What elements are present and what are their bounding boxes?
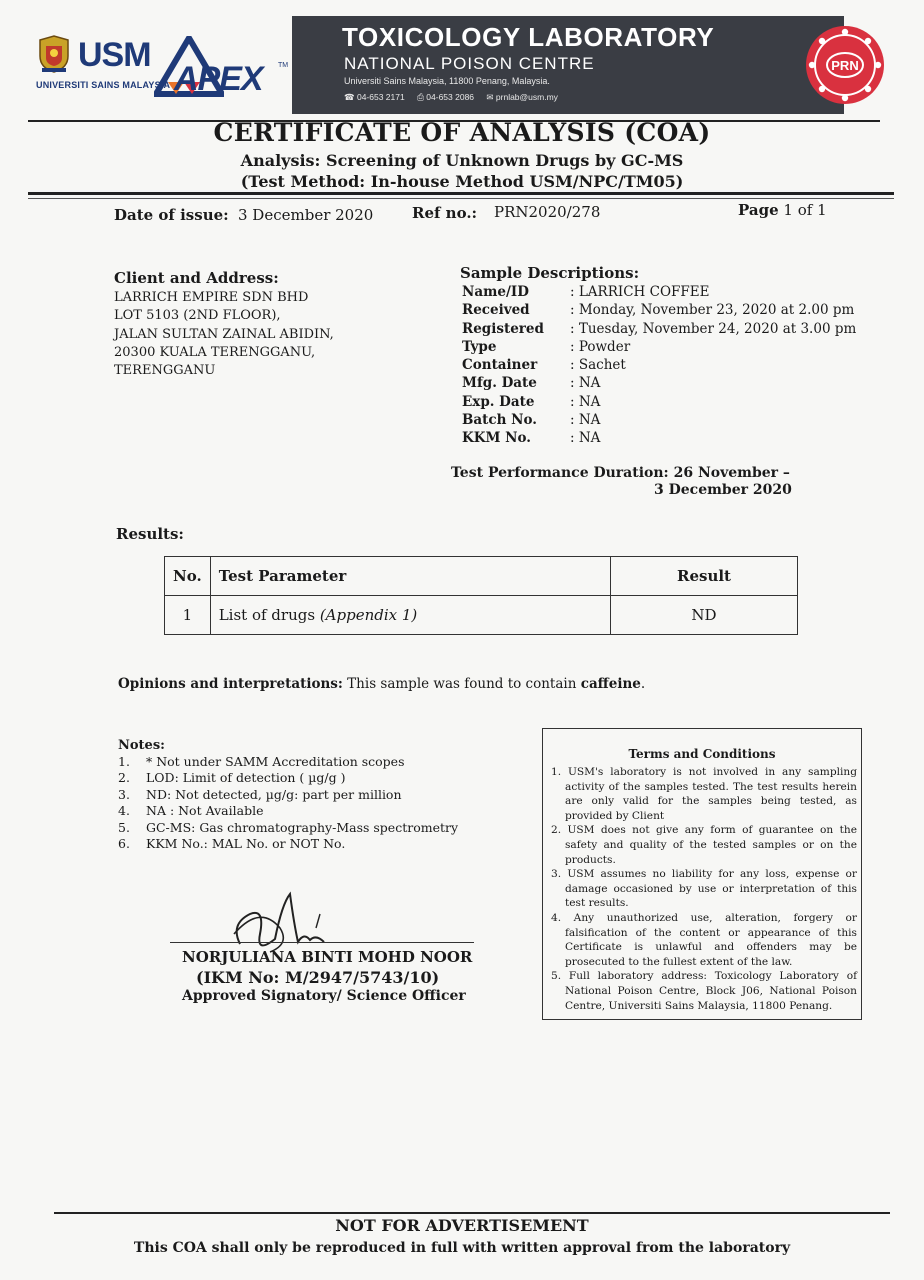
header-result: Result [611, 557, 798, 596]
list-item: 3. USM assumes no liability for any loss, expense or damage occasioned by use or interpretation of this test results. [551, 868, 857, 910]
table-row [165, 596, 798, 635]
client-address [114, 289, 334, 380]
fax-icon: ⎙ [417, 92, 424, 102]
centre-name: NATIONAL POISON CENTRE [344, 54, 595, 73]
sample-label: Registered [462, 320, 544, 337]
list-item [118, 770, 458, 786]
sample-value: : Monday, November 23, 2020 at 2.00 pm [570, 302, 855, 319]
sample-label: Received [462, 302, 530, 319]
opinion-end: . [640, 676, 646, 692]
sample-descriptions [462, 284, 856, 449]
sample-row [462, 321, 856, 339]
crest-icon [36, 34, 72, 74]
list-item [118, 754, 458, 770]
sample-row [462, 302, 856, 320]
test-duration-line2: 3 December 2020 [654, 482, 792, 498]
list-item [118, 787, 458, 803]
sample-label: Batch No. [462, 412, 537, 429]
note-number: 5. [118, 819, 130, 835]
list-item [118, 836, 458, 852]
usm-logo-text: USM [78, 36, 151, 74]
sample-title: Sample Descriptions: [460, 264, 640, 282]
page-value: 1 of 1 [783, 201, 827, 219]
note-number: 1. [118, 754, 130, 769]
list-item [118, 803, 458, 819]
usm-name: UNIVERSITI SAINS MALAYSIA [36, 80, 171, 90]
sample-value: : NA [570, 375, 601, 392]
header-no: No. [165, 557, 211, 596]
page-indicator [738, 201, 827, 219]
fax-number: 04-653 2086 [426, 92, 475, 102]
note-number: 4. [118, 803, 130, 819]
note-text: NA : Not Available [146, 803, 264, 819]
opinion-line [118, 676, 645, 692]
sample-row [462, 284, 856, 302]
note-text: ND: Not detected, µg/g: part per million [146, 786, 402, 802]
sample-value: : Tuesday, November 24, 2020 at 3.00 pm [570, 320, 857, 337]
sample-row [462, 412, 856, 430]
sample-label: KKM No. [462, 430, 531, 447]
row-no: 1 [165, 596, 211, 635]
test-duration-line1: Test Performance Duration: 26 November – [451, 465, 790, 481]
phone-number: 04-653 2171 [356, 92, 405, 102]
client-line: 20300 KUALA TERENGGANU, [114, 344, 316, 360]
test-method-line: (Test Method: In-house Method USM/NPC/TM05) [240, 172, 684, 191]
signatory-ikm: (IKM No: M/2947/5743/10) [196, 968, 440, 987]
note-number: 3. [118, 786, 130, 802]
client-line: JALAN SULTAN ZAINAL ABIDIN, [114, 326, 334, 342]
email-icon: ✉ [486, 92, 494, 102]
note-text: KKM No.: MAL No. or NOT No. [146, 836, 346, 852]
sample-value: : Powder [570, 338, 631, 355]
results-table [164, 556, 798, 635]
sample-label: Exp. Date [462, 393, 535, 410]
note-number: 2. [118, 770, 130, 786]
sample-value: : NA [570, 393, 601, 410]
parameter-text: List of drugs [218, 606, 316, 624]
apex-logo-text: APEX [174, 60, 263, 98]
phone-icon: ☎ [344, 92, 355, 102]
footer-divider [54, 1212, 890, 1214]
sample-label: Name/ID [462, 284, 529, 300]
sample-label: Mfg. Date [462, 375, 537, 392]
prn-badge-icon [804, 24, 886, 106]
lab-address: Universiti Sains Malaysia, 11800 Penang, Malaysia. [344, 76, 550, 86]
client-line: LARRICH EMPIRE SDN BHD [114, 290, 309, 305]
issue-date-label: Date of issue: [114, 206, 229, 224]
sample-row [462, 357, 856, 375]
signature-line [170, 942, 474, 943]
list-item: 5. Full laboratory address: Toxicology Laboratory of National Poison Centre, Block J06, National Poison Centre, Universiti Sains Malaysia, 11800 Penang. [551, 970, 857, 1012]
row-parameter [210, 596, 610, 635]
issue-date-value: 3 December 2020 [238, 206, 374, 224]
prn-badge-text: PRN [831, 58, 859, 73]
terms-list [551, 765, 857, 1013]
certificate-title: CERTIFICATE OF ANALYSIS (COA) [213, 118, 711, 147]
sample-row [462, 339, 856, 357]
sample-value: : NA [570, 430, 601, 447]
analysis-line: Analysis: Screening of Unknown Drugs by GC-MS [240, 151, 684, 170]
opinion-text: This sample was found to contain [347, 676, 577, 692]
sample-value: : LARRICH COFFEE [570, 284, 710, 300]
apex-tm: TM [278, 62, 289, 69]
sample-value: : Sachet [570, 357, 626, 374]
terms-title: Terms and Conditions [628, 747, 776, 761]
list-item [118, 820, 458, 836]
email-address: prnlab@usm.my [495, 92, 558, 102]
list-item: 4. Any unauthorized use, alteration, forgery or falsification of the content or appearance of this Certificate is unlawful and offenders may be prosecuted to the fullest extent of the law. [551, 911, 857, 968]
usm-logo [36, 30, 171, 96]
client-line: TERENGGANU [114, 363, 216, 379]
row-result: ND [611, 596, 798, 635]
signatory-role: Approved Signatory/ Science Officer [182, 988, 466, 1004]
sample-row [462, 394, 856, 412]
sample-label: Type [462, 338, 497, 355]
footer-notice: NOT FOR ADVERTISEMENT [335, 1216, 589, 1235]
client-line: LOT 5103 (2ND FLOOR), [114, 308, 281, 324]
title-divider-thin [28, 198, 894, 199]
ref-no-value: PRN2020/278 [494, 203, 601, 221]
results-label: Results: [116, 525, 184, 543]
apex-logo [154, 36, 294, 98]
lab-contacts [344, 92, 558, 103]
sample-value: : NA [570, 412, 601, 429]
certificate-title-block [0, 118, 924, 191]
opinion-substance: caffeine [580, 676, 641, 692]
parameter-note: (Appendix 1) [319, 606, 418, 624]
results-header-row [165, 557, 798, 596]
sample-row [462, 375, 856, 393]
note-text: GC-MS: Gas chromatography-Mass spectrometry [146, 819, 459, 835]
note-text: LOD: Limit of detection ( µg/g ) [146, 770, 346, 786]
list-item: 2. USM does not give any form of guarantee on the safety and quality of the tested samples or on the products. [551, 824, 857, 866]
sample-label: Container [462, 357, 538, 374]
lab-title: TOXICOLOGY LABORATORY [342, 22, 715, 52]
note-number: 6. [118, 836, 130, 852]
header-parameter: Test Parameter [210, 557, 610, 596]
lab-banner [292, 16, 844, 114]
opinion-label: Opinions and interpretations: [118, 676, 343, 692]
client-title: Client and Address: [114, 269, 279, 287]
note-text: * Not under SAMM Accreditation scopes [146, 754, 405, 769]
terms-box [542, 728, 862, 1020]
footer-reproduction-note: This COA shall only be reproduced in full with written approval from the laboratory [133, 1240, 791, 1256]
page-prefix: Page [738, 201, 779, 219]
notes-title: Notes: [118, 738, 165, 753]
signatory-name: NORJULIANA BINTI MOHD NOOR [182, 948, 473, 966]
sample-row [462, 430, 856, 448]
notes-list [118, 754, 458, 852]
list-item: 1. USM's laboratory is not involved in any sampling activity of the samples tested. The test results herein are only valid for the samples being tested, as provided by Client [551, 766, 857, 822]
ref-no-label: Ref no.: [412, 204, 478, 222]
title-divider [28, 192, 894, 195]
